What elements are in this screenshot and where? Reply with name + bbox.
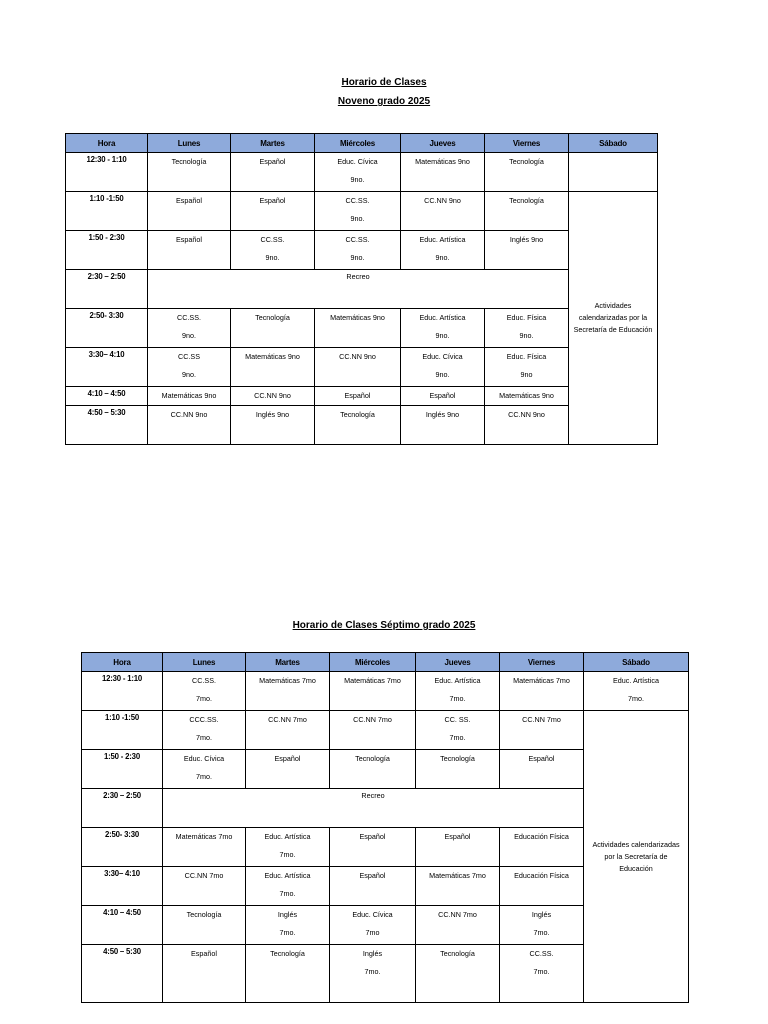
hora-cell: 4:10 – 4:50 xyxy=(66,387,148,406)
class-cell xyxy=(315,348,401,387)
class-cell-line: Educ. Cívica xyxy=(422,352,463,361)
class-cell-line: Matemáticas 9no xyxy=(330,313,385,322)
class-cell-line: CC.SS. xyxy=(529,949,554,958)
class-cell xyxy=(416,945,500,1003)
class-cell-line: Español xyxy=(176,196,202,205)
class-cell xyxy=(416,828,500,867)
class-cell xyxy=(584,672,689,711)
class-cell-line: Español xyxy=(528,754,555,763)
class-cell-line: Tecnología xyxy=(440,754,475,763)
class-cell-line: Tecnología xyxy=(340,410,375,419)
column-header: Lunes xyxy=(163,653,246,672)
class-cell xyxy=(163,867,246,906)
class-cell-line: Matemáticas 7mo xyxy=(513,676,570,685)
class-cell-line: Inglés 9no xyxy=(509,235,544,244)
class-cell xyxy=(330,672,416,711)
class-cell-line: Educ. Física xyxy=(506,352,547,361)
septimo-title: Horario de Clases Séptimo grado 2025 xyxy=(292,620,476,631)
class-cell xyxy=(246,672,330,711)
header-row xyxy=(66,134,658,153)
class-cell-line: CC.SS. xyxy=(345,196,370,205)
class-cell-line: Tecnología xyxy=(509,157,544,166)
class-cell-line: 7mo. xyxy=(449,694,466,703)
class-cell-line: Tecnología xyxy=(171,157,207,166)
class-cell-line: Matemáticas 9no xyxy=(499,391,554,400)
class-cell-line: Español xyxy=(274,754,301,763)
class-cell-line: 7mo. xyxy=(196,772,212,781)
class-cell xyxy=(500,828,584,867)
class-cell-line: Tecnología xyxy=(270,949,305,958)
class-cell xyxy=(315,153,401,192)
saturday-activities-cell: Actividades calendarizadas por la Secretaría de Educación xyxy=(569,192,658,445)
column-header: Martes xyxy=(231,134,315,153)
class-cell xyxy=(485,387,569,406)
class-cell xyxy=(401,387,485,406)
class-cell-line: Educ. Física xyxy=(506,313,547,322)
class-cell xyxy=(485,192,569,231)
hora-cell: 4:50 – 5:30 xyxy=(66,406,148,445)
column-header: Sábado xyxy=(584,653,689,672)
class-cell-line: Educ. Artística xyxy=(434,676,481,685)
class-cell xyxy=(485,231,569,270)
class-cell xyxy=(416,711,500,750)
class-cell xyxy=(231,348,315,387)
class-cell-line: Matemáticas 7mo xyxy=(429,871,486,880)
class-cell-line: CC.NN 9no xyxy=(339,352,376,361)
class-cell-line: 9no. xyxy=(435,331,450,340)
class-cell-line: 7mo. xyxy=(364,967,381,976)
class-cell xyxy=(485,406,569,445)
class-cell-line: CC.SS. xyxy=(192,676,216,685)
column-header: Martes xyxy=(246,653,330,672)
class-cell xyxy=(315,309,401,348)
class-cell xyxy=(246,828,330,867)
class-cell-line: Tecnología xyxy=(355,754,390,763)
class-cell-line: 9no. xyxy=(265,253,280,262)
class-cell-line: Español xyxy=(191,949,217,958)
class-cell-line: Español xyxy=(429,391,456,400)
column-header: Miércoles xyxy=(330,653,416,672)
class-cell-line: Español xyxy=(359,871,386,880)
class-cell xyxy=(315,192,401,231)
class-cell xyxy=(315,387,401,406)
class-cell xyxy=(401,348,485,387)
class-cell-line: Inglés xyxy=(277,910,298,919)
class-cell-line: CC.NN 7mo xyxy=(353,715,392,724)
class-cell xyxy=(500,867,584,906)
class-cell-line: Educ. Artística xyxy=(613,676,659,685)
class-cell-line: Educación Física xyxy=(514,832,569,841)
class-cell xyxy=(231,231,315,270)
class-cell xyxy=(330,750,416,789)
class-cell xyxy=(246,945,330,1003)
class-cell xyxy=(485,153,569,192)
class-cell xyxy=(569,153,658,192)
class-cell xyxy=(416,750,500,789)
class-cell-line: Matemáticas 7mo xyxy=(259,676,316,685)
class-cell-line: Español xyxy=(344,391,371,400)
class-cell xyxy=(401,153,485,192)
class-cell-line: 9no. xyxy=(350,214,365,223)
table-row xyxy=(82,711,689,750)
class-cell xyxy=(500,672,584,711)
schedule-table-septimo xyxy=(81,652,689,1003)
class-cell-line: 9no. xyxy=(519,331,534,340)
hora-cell: 1:50 - 2:30 xyxy=(82,750,163,789)
class-cell-line: CCC.SS. xyxy=(189,715,219,724)
class-cell-line: Educ. Cívica xyxy=(183,754,225,763)
class-cell xyxy=(246,711,330,750)
class-cell xyxy=(500,906,584,945)
class-cell xyxy=(163,828,246,867)
class-cell-line: Tecnología xyxy=(509,196,544,205)
hora-cell: 12:30 - 1:10 xyxy=(66,153,148,192)
class-cell xyxy=(485,348,569,387)
class-cell-line: CC.NN 7mo xyxy=(184,871,224,880)
column-header: Jueves xyxy=(416,653,500,672)
table-row xyxy=(66,153,658,192)
class-cell xyxy=(401,231,485,270)
hora-cell: 4:10 – 4:50 xyxy=(82,906,163,945)
class-cell xyxy=(246,750,330,789)
class-cell xyxy=(416,672,500,711)
class-cell-line: CC.NN 9no xyxy=(424,196,461,205)
class-cell-line: CC.SS. xyxy=(345,235,370,244)
schedule-table-noveno xyxy=(65,133,658,445)
class-cell-line: Español xyxy=(259,196,286,205)
class-cell xyxy=(148,309,231,348)
class-cell xyxy=(500,711,584,750)
class-cell-line: Educación Física xyxy=(514,871,569,880)
hora-cell: 3:30– 4:10 xyxy=(82,867,163,906)
noveno-title-line1: Horario de Clases xyxy=(341,77,427,88)
hora-cell: 1:10 -1:50 xyxy=(66,192,148,231)
hora-cell: 12:30 - 1:10 xyxy=(82,672,163,711)
class-cell xyxy=(401,406,485,445)
recreo-cell: Recreo xyxy=(148,270,569,309)
class-cell-line: 7mo. xyxy=(196,694,212,703)
column-header: Hora xyxy=(66,134,148,153)
class-cell xyxy=(148,387,231,406)
class-cell-line: Educ. Artística xyxy=(264,832,311,841)
hora-cell: 2:50- 3:30 xyxy=(66,309,148,348)
hora-cell: 3:30– 4:10 xyxy=(66,348,148,387)
class-cell xyxy=(148,192,231,231)
column-header: Sábado xyxy=(569,134,658,153)
class-cell-line: CC.SS. xyxy=(177,313,201,322)
class-cell-line: Matemáticas 7mo xyxy=(344,676,401,685)
class-cell-line: Tecnología xyxy=(255,313,290,322)
class-cell xyxy=(163,672,246,711)
class-cell-line: 7mo. xyxy=(196,733,212,742)
class-cell-line: Educ. Artística xyxy=(419,313,466,322)
hora-cell: 1:50 - 2:30 xyxy=(66,231,148,270)
class-cell-line: Matemáticas 9no xyxy=(161,391,217,400)
class-cell xyxy=(246,906,330,945)
class-cell-line: CC.SS. xyxy=(260,235,285,244)
class-cell-line: Inglés 9no xyxy=(255,410,290,419)
class-cell xyxy=(500,945,584,1003)
class-cell xyxy=(330,867,416,906)
class-cell xyxy=(231,309,315,348)
class-cell-line: 9no. xyxy=(350,253,365,262)
class-cell xyxy=(401,192,485,231)
class-cell-line: Educ. Artística xyxy=(264,871,311,880)
class-cell-line: CC.SS xyxy=(178,352,200,361)
class-cell-line: Matemáticas 7mo xyxy=(175,832,233,841)
header-row xyxy=(82,653,689,672)
class-cell-line: CC.NN 7mo xyxy=(268,715,307,724)
class-cell-line: 7mo. xyxy=(279,850,296,859)
class-cell xyxy=(148,406,231,445)
class-cell xyxy=(231,192,315,231)
class-cell-line: Español xyxy=(259,157,286,166)
hora-cell: 1:10 -1:50 xyxy=(82,711,163,750)
table-row xyxy=(66,192,658,231)
class-cell xyxy=(330,945,416,1003)
class-cell-line: 9no. xyxy=(182,331,196,340)
class-cell-line: 7mo. xyxy=(449,733,466,742)
column-header: Lunes xyxy=(148,134,231,153)
class-cell xyxy=(231,153,315,192)
class-cell-line: Inglés 9no xyxy=(425,410,460,419)
recreo-cell: Recreo xyxy=(163,789,584,828)
class-cell-line: CC.NN 9no xyxy=(254,391,291,400)
column-header: Viernes xyxy=(500,653,584,672)
column-header: Jueves xyxy=(401,134,485,153)
class-cell xyxy=(163,750,246,789)
class-cell-line: 9no. xyxy=(435,253,450,262)
class-cell-line: Tecnología xyxy=(440,949,475,958)
class-cell-line: CC.NN 7mo xyxy=(522,715,561,724)
hora-cell: 2:50- 3:30 xyxy=(82,828,163,867)
class-cell xyxy=(163,711,246,750)
class-cell xyxy=(315,406,401,445)
hora-cell: 4:50 – 5:30 xyxy=(82,945,163,1003)
class-cell-line: 7mo. xyxy=(279,928,296,937)
class-cell xyxy=(231,406,315,445)
class-cell xyxy=(148,348,231,387)
hora-cell: 2:30 – 2:50 xyxy=(82,789,163,828)
class-cell xyxy=(416,906,500,945)
class-cell xyxy=(401,309,485,348)
class-cell-line: Matemáticas 9no xyxy=(245,352,300,361)
class-cell-line: Matemáticas 9no xyxy=(415,157,470,166)
class-cell-line: CC.NN 9no xyxy=(508,410,545,419)
class-cell-line: 7mo. xyxy=(628,694,644,703)
class-cell xyxy=(148,153,231,192)
class-cell-line: Educ. Cívica xyxy=(337,157,378,166)
class-cell-line: Inglés xyxy=(362,949,383,958)
class-cell xyxy=(330,711,416,750)
class-cell-line: 9no. xyxy=(350,175,365,184)
class-cell-line: 9no. xyxy=(435,370,450,379)
class-cell xyxy=(231,387,315,406)
class-cell-line: CC.NN 7mo xyxy=(438,910,477,919)
class-cell xyxy=(485,309,569,348)
table-row xyxy=(82,672,689,711)
class-cell-line: 7mo. xyxy=(279,889,296,898)
class-cell xyxy=(148,231,231,270)
column-header: Viernes xyxy=(485,134,569,153)
class-cell xyxy=(500,750,584,789)
class-cell-line: Educ. Artística xyxy=(419,235,466,244)
class-cell-line: Inglés xyxy=(531,910,552,919)
class-cell xyxy=(330,906,416,945)
class-cell-line: 9no xyxy=(520,370,533,379)
class-cell xyxy=(163,906,246,945)
class-cell xyxy=(416,867,500,906)
class-cell-line: 7mo. xyxy=(533,928,550,937)
class-cell-line: Tecnología xyxy=(186,910,222,919)
hora-cell: 2:30 – 2:50 xyxy=(66,270,148,309)
column-header: Hora xyxy=(82,653,163,672)
class-cell-line: CC.NN 9no xyxy=(170,410,208,419)
class-cell xyxy=(315,231,401,270)
class-cell-line: Educ. Cívica xyxy=(352,910,393,919)
column-header: Miércoles xyxy=(315,134,401,153)
class-cell-line: 9no. xyxy=(182,370,196,379)
class-cell-line: 7mo. xyxy=(533,967,550,976)
class-cell-line: Español xyxy=(176,235,202,244)
class-cell xyxy=(163,945,246,1003)
class-cell xyxy=(330,828,416,867)
saturday-activities-cell: Actividades calendarizadas por la Secretaría de Educación xyxy=(584,711,689,1003)
class-cell-line: 7mo xyxy=(365,928,380,937)
class-cell-line: Español xyxy=(359,832,386,841)
class-cell-line: CC. SS. xyxy=(444,715,471,724)
class-cell-line: Español xyxy=(444,832,471,841)
noveno-title-line2: Noveno grado 2025 xyxy=(337,96,431,107)
class-cell xyxy=(246,867,330,906)
